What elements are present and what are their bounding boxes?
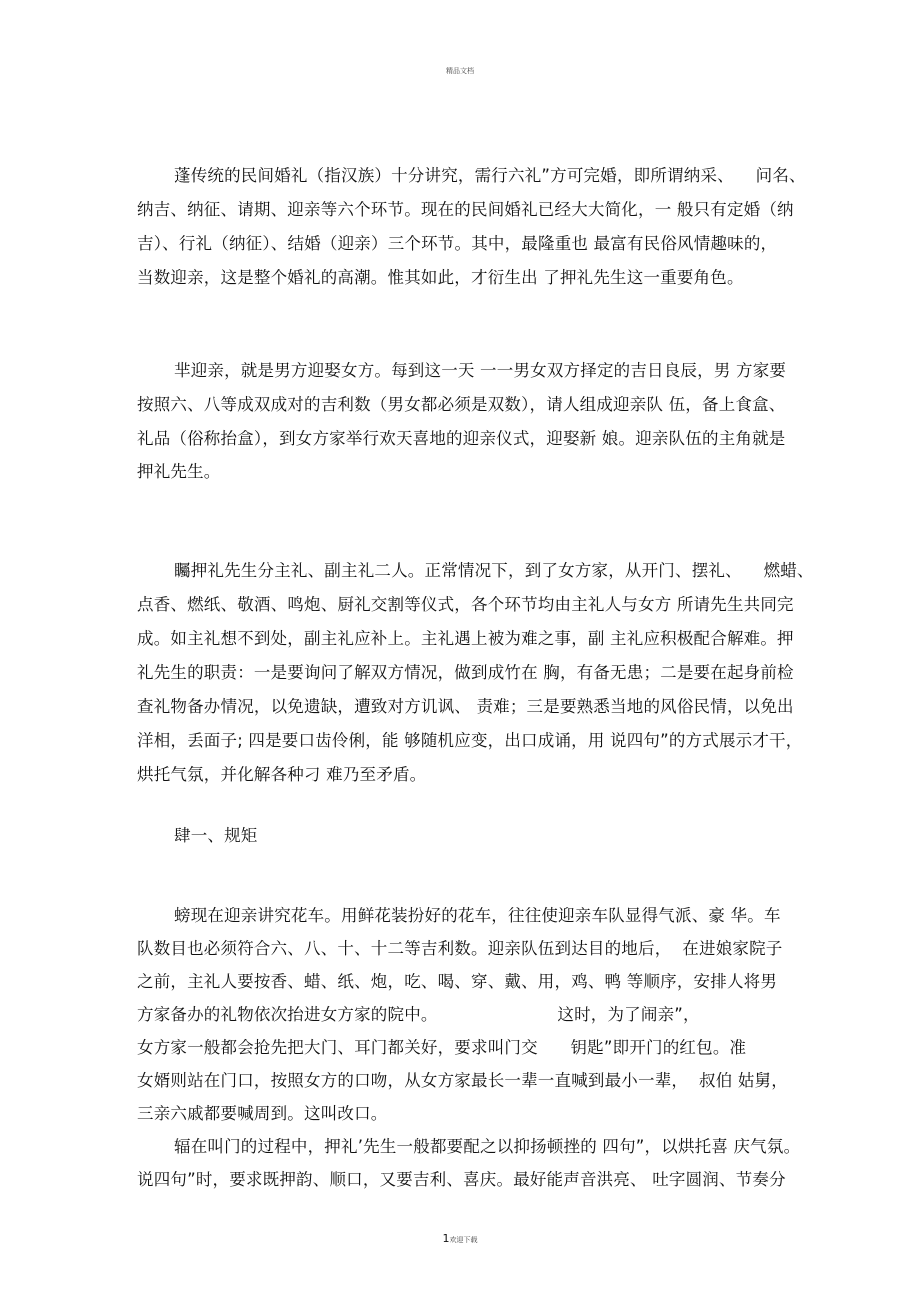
paragraph-line: 成。如主礼想不到处，副主礼应补上。主礼遇上被为难之事，副 主礼应积极配合解难。押	[137, 629, 794, 648]
footer-text: 欢迎下载	[449, 1236, 478, 1244]
paragraph-line: 点香、燃纸、敬酒、鸣炮、厨礼交割等仪式，各个环节均由主礼人与女方 所请先生共同完	[137, 595, 794, 614]
paragraph-line: 查礼物备办情况，以免遗缺，遭致对方讥讽、 责难；三是要熟悉当地的风俗民情，以免出	[137, 697, 794, 716]
paragraph-line: 矚押礼先生分主礼、副主礼二人。正常情况下，到了女方家，从开门、摆礼、 燃蜡、	[174, 561, 814, 580]
paragraph-line: 当数迎亲，这是整个婚礼的高潮。惟其如此，才衍生出 了押礼先生这一重要角色。	[137, 268, 744, 287]
paragraph-line: 纳吉、纳征、请期、迎亲等六个环节。现在的民间婚礼已经大大简化，一 般只有定婚（纳	[137, 200, 794, 219]
paragraph-line: 吉）、行礼（纳征）、结婚（迎亲）三个环节。其中，最隆重也 最富有民俗风情趣味的，	[137, 234, 778, 253]
paragraph-line: 礼先生的职责：一是要询问了解双方情况，做到成竹在 胸，有备无患；二是要在起身前检	[137, 663, 794, 682]
paragraph-line: 按照六、八等成双成对的吉利数（男女都必须是双数），请人组成迎亲队 伍，备上食盒、	[137, 395, 786, 414]
paragraph-line: 礼品（俗称抬盒），到女方家举行欢天喜地的迎亲仪式，迎娶新 娘。迎亲队伍的主角就是	[137, 429, 786, 448]
page-number: 1	[442, 1232, 450, 1245]
paragraph-line: 洋相，丢面子; 四是要口齿伶俐，能 够随机应变，出口成诵，用 说四句”的方式展示才干，	[137, 731, 803, 750]
paragraph-line: 螃现在迎亲讲究花车。用鲜花装扮好的花车，往往使迎亲车队显得气派、豪 华。车	[174, 906, 781, 925]
paragraph-line: 方家备办的礼物依次抬进女方家的院中。 这时，为了闹亲”，	[137, 1005, 700, 1024]
paragraph-line: 女方家一般都会抢先把大门、耳门都关好，要求叫门交 钥匙”即开门的红包。准	[137, 1038, 747, 1057]
paragraph-line: 蓬传统的民间婚礼（指汉族）十分讲究，需行六礼”方可完婚，即所谓纳采、 问名、	[174, 166, 806, 185]
paragraph-line: 芈迎亲，就是男方迎娶女方。每到这一天 一一男女双方择定的吉日良辰，男 方家要	[174, 361, 787, 380]
paragraph-line: 队数目也必须符合六、八、十、十二等吉利数。迎亲队伍到达目的地后， 在进娘家院子	[137, 939, 783, 958]
paragraph-line: 说四句”时，要求既押韵、顺口，又要吉利、喜庆。最好能声音洪亮、 吐字圆润、节奏分	[137, 1170, 786, 1189]
paragraph-line: 烘托气氛，并化解各种刁 难乃至矛盾。	[137, 765, 427, 784]
page-header: 精品文档	[446, 67, 474, 75]
paragraph-line: 之前，主礼人要按香、蜡、纸、炮，吃、喝、穿、戴、用，鸡、鸭 等顺序，安排人将男	[137, 972, 778, 991]
paragraph-line: 辐在叫门的过程中，押礼’先生一般都要配之以抑扬顿挫的 四句”，以烘托喜 庆气氛。	[174, 1137, 801, 1156]
paragraph-line: 押礼先生。	[137, 462, 221, 481]
paragraph-line: 三亲六戚都要喊周到。这叫改口。	[137, 1104, 388, 1123]
section-heading: 肆一、规矩	[174, 826, 258, 845]
page-footer	[0, 1232, 920, 1245]
paragraph-line: 女婿则站在门口，按照女方的口吻，从女方家最长一辈一直喊到最小一辈， 叔伯 姑舅，	[137, 1071, 788, 1090]
